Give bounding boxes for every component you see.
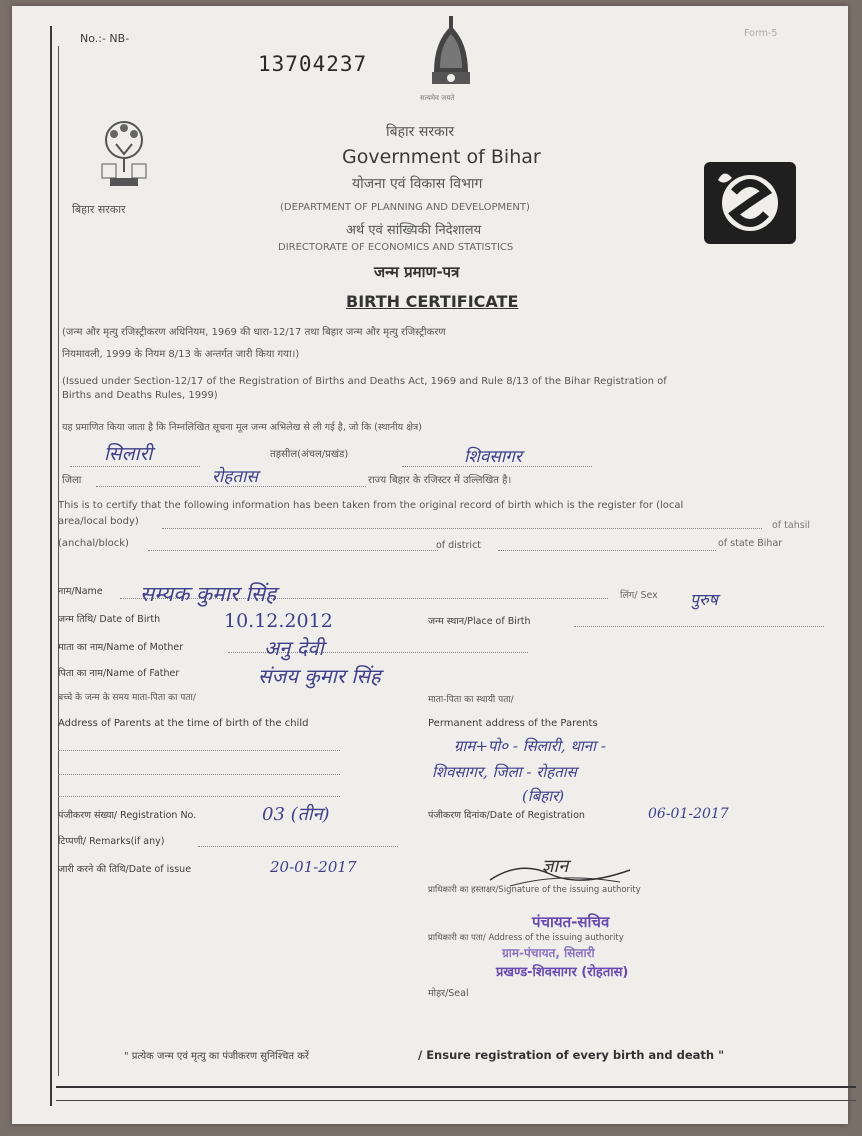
certify-english-line1: This is to certify that the following information has been taken from the original record of birth which is the register for (local — [58, 500, 684, 511]
signature-label: प्राधिकारी का हस्ताक्षर/Signature of the issuing authority — [428, 885, 641, 895]
permanent-address-line3: (बिहार) — [522, 787, 565, 805]
father-value: संजय कुमार सिंह — [258, 664, 381, 688]
certify-hindi: यह प्रमाणित किया जाता है कि निम्नलिखित सूचना मूल जन्म अभिलेख से ली गई है, जो कि (स्थानीय क्षेत्र) — [62, 422, 422, 433]
emblem-caption: सत्यमेव जयते — [420, 94, 455, 102]
directorate-english: DIRECTORATE OF ECONOMICS AND STATISTICS — [278, 242, 514, 253]
mother-label: माता का नाम/Name of Mother — [58, 642, 184, 653]
permanent-address-label: Permanent address of the Parents — [428, 718, 598, 729]
authority-signature: ज्ञान — [542, 856, 569, 877]
mother-value: अनु देवी — [264, 636, 324, 660]
registration-date-value: 06-01-2017 — [648, 806, 729, 822]
stamp-line3: प्रखण्ड-शिवसागर (रोहतास) — [496, 965, 629, 980]
father-label: पिता का नाम/Name of Father — [58, 668, 180, 679]
government-title: Government of Bihar — [342, 146, 541, 168]
certify-english-line2: area/local body) — [58, 516, 139, 527]
dob-value: 10.12.2012 — [224, 610, 333, 632]
directorate-logo-icon — [704, 162, 796, 244]
of-state-label: of state Bihar — [718, 538, 783, 549]
preamble-english-line1: (Issued under Section-12/17 of the Registration of Births and Deaths Act, 1969 and Rule 8/13 of the Bihar Registration of — [62, 376, 667, 387]
department-english: (DEPARTMENT OF PLANNING AND DEVELOPMENT) — [280, 202, 530, 213]
number-label: No.:- NB- — [80, 32, 130, 45]
logo-caption: बिहार सरकार — [72, 203, 126, 216]
seal-label: मोहर/Seal — [428, 988, 469, 999]
sex-label: लिंग/ Sex — [620, 590, 658, 601]
parents-address-label: Address of Parents at the time of birth of the child — [58, 718, 309, 729]
parents-address-hindi: बच्चे के जन्म के समय माता-पिता का पता/ — [58, 693, 196, 703]
certificate-page — [12, 6, 848, 1124]
permanent-address-line1: ग्राम+पो० - सिलारी, थाना - — [454, 737, 606, 755]
local-area-value: सिलारी — [104, 443, 153, 465]
footer-slogan-hindi: " प्रत्येक जन्म एवं मृत्यु का पंजीकरण सुनिश्चित करें — [124, 1051, 309, 1062]
anchal-block-label: (anchal/block) — [58, 538, 129, 549]
left-border-rule — [50, 26, 52, 1106]
footer-slogan-english: / Ensure registration of every birth and death " — [418, 1048, 725, 1062]
rajya-label: राज्य बिहार के रजिस्टर में उल्लिखित है। — [368, 475, 512, 486]
permanent-address-hindi: माता-पिता का स्थायी पता/ — [428, 695, 514, 705]
bottom-rule — [56, 1086, 856, 1088]
issue-date-label: जारी करने की तिथि/Date of issue — [58, 864, 192, 875]
sex-value: पुरुष — [690, 590, 718, 609]
of-district-label: of district — [436, 540, 482, 551]
registration-date-label: पंजीकरण दिनांक/Date of Registration — [428, 810, 585, 821]
authority-address-label: प्राधिकारी का पता/ Address of the issuing authority — [428, 933, 624, 943]
of-tahsil-label: of tahsil — [772, 520, 810, 531]
tahsil-value: शिवसागर — [464, 447, 522, 467]
district-value: रोहतास — [212, 467, 258, 487]
stamp-line2: ग्राम-पंचायत, सिलारी — [502, 946, 595, 960]
tahsil-label: तहसील(अंचल/प्रखंड) — [270, 449, 349, 460]
issue-date-value: 20-01-2017 — [270, 858, 357, 876]
preamble-hindi-line2: नियमावली, 1999 के नियम 8/13 के अन्तर्गत जारी किया गया।) — [62, 349, 300, 360]
left-inner-rule — [58, 46, 59, 1076]
serial-number: 13704237 — [258, 52, 368, 76]
name-value: सम्यक कुमार सिंह — [140, 582, 277, 606]
directorate-hindi: अर्थ एवं सांख्यिकी निदेशालय — [346, 223, 482, 238]
bihar-bodhi-tree-logo-icon — [84, 114, 164, 194]
remarks-label: टिप्पणी/ Remarks(if any) — [58, 836, 165, 847]
preamble-english-line2: Births and Deaths Rules, 1999) — [62, 390, 218, 401]
permanent-address-line2: शिवसागर, जिला - रोहतास — [432, 763, 577, 781]
form-label: Form-5 — [744, 28, 778, 39]
pob-label: जन्म स्थान/Place of Birth — [428, 616, 531, 627]
zila-label: जिला — [62, 475, 82, 486]
certificate-title: BIRTH CERTIFICATE — [346, 292, 519, 311]
title-hindi: जन्म प्रमाण-पत्र — [374, 263, 460, 281]
department-hindi: योजना एवं विकास विभाग — [352, 176, 483, 192]
registration-no-value: 03 (तीन) — [262, 804, 330, 825]
national-emblem-icon — [418, 12, 484, 102]
preamble-hindi-line1: (जन्म और मृत्यु रजिस्ट्रीकरण अधिनियम, 1969 की धारा-12/17 तथा बिहार जन्म और मृत्यु रजिस्ट्रीकरण — [62, 327, 446, 338]
stamp-line1: पंचायत-सचिव — [532, 913, 610, 931]
name-label: नाम/Name — [58, 586, 103, 597]
dob-label: जन्म तिथि/ Date of Birth — [58, 614, 161, 625]
registration-no-label: पंजीकरण संख्या/ Registration No. — [58, 810, 197, 821]
bottom-rule-2 — [56, 1100, 856, 1101]
state-hindi: बिहार सरकार — [386, 124, 455, 140]
